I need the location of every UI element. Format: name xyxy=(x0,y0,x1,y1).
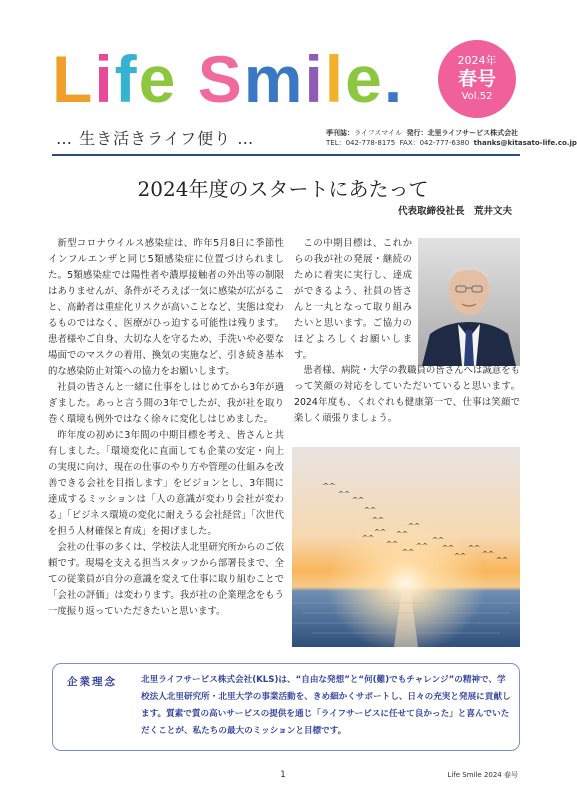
article-paragraph: 社員の皆さんと一緒に仕事をしはじめてから3年が過ぎました。あっと言う間の3年でしたが、我が社を取り巻く環境も例外ではなく徐々に変化しはじめました。 xyxy=(48,382,284,425)
logo-letter: e xyxy=(345,42,384,116)
life-smile-logo xyxy=(52,40,404,118)
sunset-birds-photo xyxy=(292,447,520,647)
logo-letter xyxy=(177,40,197,118)
issue-badge xyxy=(438,40,516,118)
page-number: 1 xyxy=(280,770,286,780)
philosophy-text: 北里ライフサービス株式会社(KLS)は、“自由な発想”と“何(難)でもチャレンジ”の精神で、学校法人北里研究所・北里大学の事業活動を、きめ細かくサポートし、日々の充実と発展に貢献します。質素で質の高いサービスの提供を通じ「ライフサービスに任せて良かった」と喜んでいただくことが、私たちの最大のミッションと目標です。 xyxy=(141,675,511,736)
article-left-column xyxy=(48,236,284,620)
footer-issue-label: Life Smile 2024 春号 xyxy=(447,771,518,779)
logo-letter: e xyxy=(138,42,178,116)
pub-email: thanks@kitasato-life.co.jp xyxy=(473,139,577,147)
pub-magazine-name: ライフスマイル xyxy=(354,129,403,137)
logo-letter: L xyxy=(52,42,95,116)
logo-letter: S xyxy=(197,42,244,116)
logo-letter: l xyxy=(324,42,346,116)
publication-info xyxy=(326,128,577,148)
logo-letter: i xyxy=(94,42,115,116)
pub-issuer-name: 北里ライフサービス株式会社 xyxy=(427,129,519,137)
article-right-column-bottom xyxy=(294,363,520,427)
issue-year: 2024年 xyxy=(457,54,497,67)
pub-tel: TEL：042-778-8175 xyxy=(326,139,396,147)
issue-season: 春号 xyxy=(457,68,496,90)
pub-fax: FAX：042-777-6380 xyxy=(399,139,470,147)
president-portrait-photo xyxy=(418,238,520,366)
corporate-philosophy-box xyxy=(52,663,520,751)
pub-label-magazine: 季刊誌： xyxy=(326,129,354,137)
article-title: 2024年度のスタートにあたって xyxy=(137,177,429,201)
logo-letter: i xyxy=(304,42,325,116)
logo-letter: f xyxy=(114,42,139,116)
logo-letter: . xyxy=(383,42,405,116)
article-author: 代表取締役社長 荒井文夫 xyxy=(397,206,512,217)
portrait-illustration xyxy=(418,238,520,366)
article-right-column-top xyxy=(294,236,412,364)
article-paragraph: 新型コロナウイルス感染症は、昨年5月8日に季節性インフルエンザと同じ5類感染症に位置づけられました。5類感染症では陽性者や濃厚接触者の外出等の制限はありませんが、条件がそろえば一気に感染が広がること、高齢者は重症化リスクが高いことなど、実態は変わるものではなく、医療がひっ迫する可能性は残ります。患者様やご自身、大切な人を守るため、手洗いや必要な場面でのマスクの着用、換気の実施など、引き続き基本的な感染防止対策への協力をお願いします。 xyxy=(48,238,284,377)
pub-label-issuer: 発行： xyxy=(406,129,428,137)
logo-letter: m xyxy=(243,42,305,116)
issue-volume: Vol.52 xyxy=(461,91,493,102)
article-paragraph: 会社の仕事の多くは、学校法人北里研究所からのご依頼です。現場を支える担当スタッフから部署長まで、全ての従業員が自分の意識を変えて仕事に取り組むことで「会社の評価」は変わります。我が社の企業理念をもう一度振り返っていただきたいと思います。 xyxy=(48,542,284,617)
article-paragraph: 患者様、病院・大学の教職員の皆さんへは誠意をもって笑顔の対応をしていただいていると思います。2024年度も、くれぐれも健康第一で、仕事は笑顔で楽しく頑張りましょう。 xyxy=(294,365,520,424)
header-divider xyxy=(52,154,520,156)
newsletter-subtitle: … 生き活きライフ便り … xyxy=(56,129,255,148)
sunset-illustration xyxy=(292,447,520,647)
article-paragraph: 昨年度の初めに3年間の中期目標を考え、皆さんと共有しました。「環境変化に直面しても企業の安定・向上の実現に向け、現在の仕事のやり方や管理の仕組みを改善できる会社を目指します」をビジョンとし、3年間に達成するミッションは「人の意識が変わり会社が変わる」「ビジネス環境の変化に耐えうる会社経営」「次世代を担う人材確保と育成」を掲げました。 xyxy=(48,430,284,537)
philosophy-label: 企業理念 xyxy=(67,676,117,688)
article-paragraph: この中期目標は、これからの我が社の発展・継続のために着実に実行し、達成ができるよう、社員の皆さんと一丸となって取り組みたいと思います。ご協力のほどよろしくお願いします。 xyxy=(294,238,412,361)
